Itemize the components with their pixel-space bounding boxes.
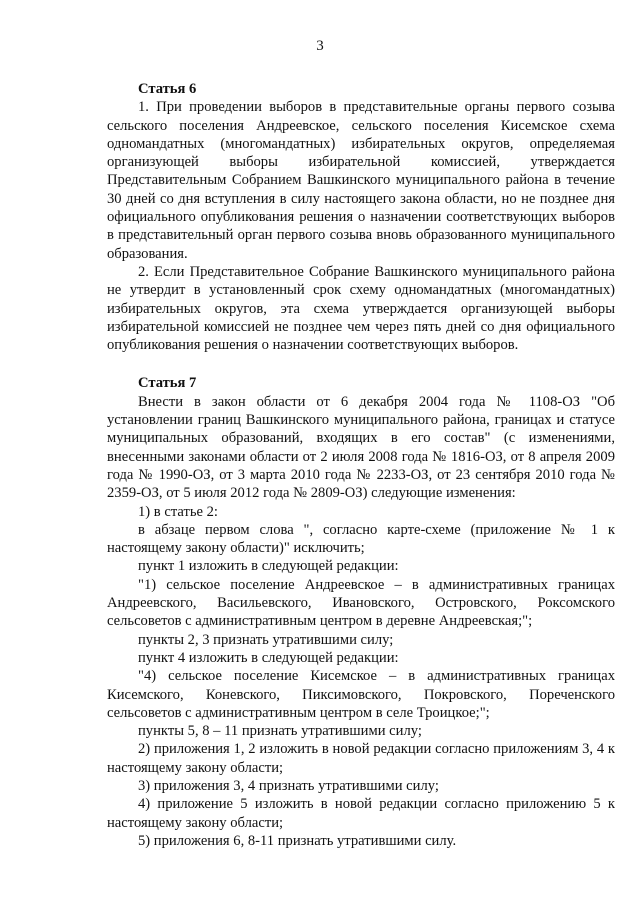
page-number: 3 (316, 38, 324, 54)
amendment-item-2: 2) приложения 1, 2 изложить в новой редакции согласно приложениям 3, 4 к настоящему закону области; (107, 741, 615, 776)
article-7 (107, 374, 615, 850)
amendment-item-1: 1) в статье 2: (138, 503, 218, 520)
amendment-clause: пункт 1 изложить в следующей редакции: (138, 558, 399, 575)
amendment-quote-andreevskoe: "1) сельское поселение Андреевское – в административных границах Андреевского, Васильевского, Ивановского, Островского, Роксомского сельсоветов с административным центром в деревне Андреевская;"; (107, 576, 615, 630)
article-7-intro: Внести в закон области от 6 декабря 2004 года № 1108-ОЗ "Об установлении границ Вашкинского муниципального района, границах и статусе муниципальных образований, входящих в его состав" (с изменениями, внесенными законами области от 2 июля 2008 года № 1816-ОЗ, от 8 апреля 2009 года № 1990-ОЗ, от 3 марта 2010 года № 2233-ОЗ, от 23 сентября 2010 года № 2359-ОЗ, от 5 июля 2012 года № 2809-ОЗ) следующие изменения: (107, 393, 615, 502)
article-6-paragraph-2: 2. Если Представительное Собрание Вашкинского муниципального района не утвердит в установленный срок схему одномандатных (многомандатных) избирательных округов, эта схема утверждается организующей выборы избирательной комиссией не позднее чем через пять дней со дня официального опубликования решения о назначении соответствующих выборов. (107, 263, 615, 354)
article-7-heading: Статья 7 (138, 375, 197, 392)
article-6-heading: Статья 6 (138, 81, 197, 97)
section-spacer (107, 354, 615, 374)
amendment-quote-kisemskoe: "4) сельское поселение Кисемское – в административных границах Кисемского, Коневского, Пиксимовского, Покровского, Пореченского сельсоветов с административным центром в селе Троицкое;"; (107, 668, 615, 721)
amendment-clause: в абзаце первом слова ", согласно карте-схеме (приложение № 1 к настоящему закону области)" исключить; (107, 521, 615, 557)
amendment-item-4: 4) приложение 5 изложить в новой редакции согласно приложению 5 к настоящему закону области; (107, 796, 615, 831)
article-6 (107, 80, 615, 354)
amendment-clause: пункт 4 изложить в следующей редакции: (138, 649, 399, 666)
amendment-clause: пункты 2, 3 признать утратившими силу; (138, 631, 394, 648)
document-body (107, 80, 615, 850)
amendment-item-3: 3) приложения 3, 4 признать утратившими силу; (138, 777, 439, 794)
article-6-paragraph-1: 1. При проведении выборов в представительные органы первого созыва сельского поселения Андреевское, сельского поселения Кисемское схема одномандатных (многомандатных) избирательных округов, определяемая организующей выборы избирательной комиссией, утверждается Представительным Собранием Вашкинского муниципального района в течение 30 дней со дня вступления в силу настоящего закона области, но не позднее дня официального опубликования решения о назначении соответствующих выборов в представительный орган первого созыва вновь образованного муниципального образования. (107, 99, 615, 262)
amendment-clause: пункты 5, 8 – 11 признать утратившими силу; (138, 723, 422, 740)
amendment-item-5: 5) приложения 6, 8-11 признать утратившими силу. (138, 832, 457, 849)
